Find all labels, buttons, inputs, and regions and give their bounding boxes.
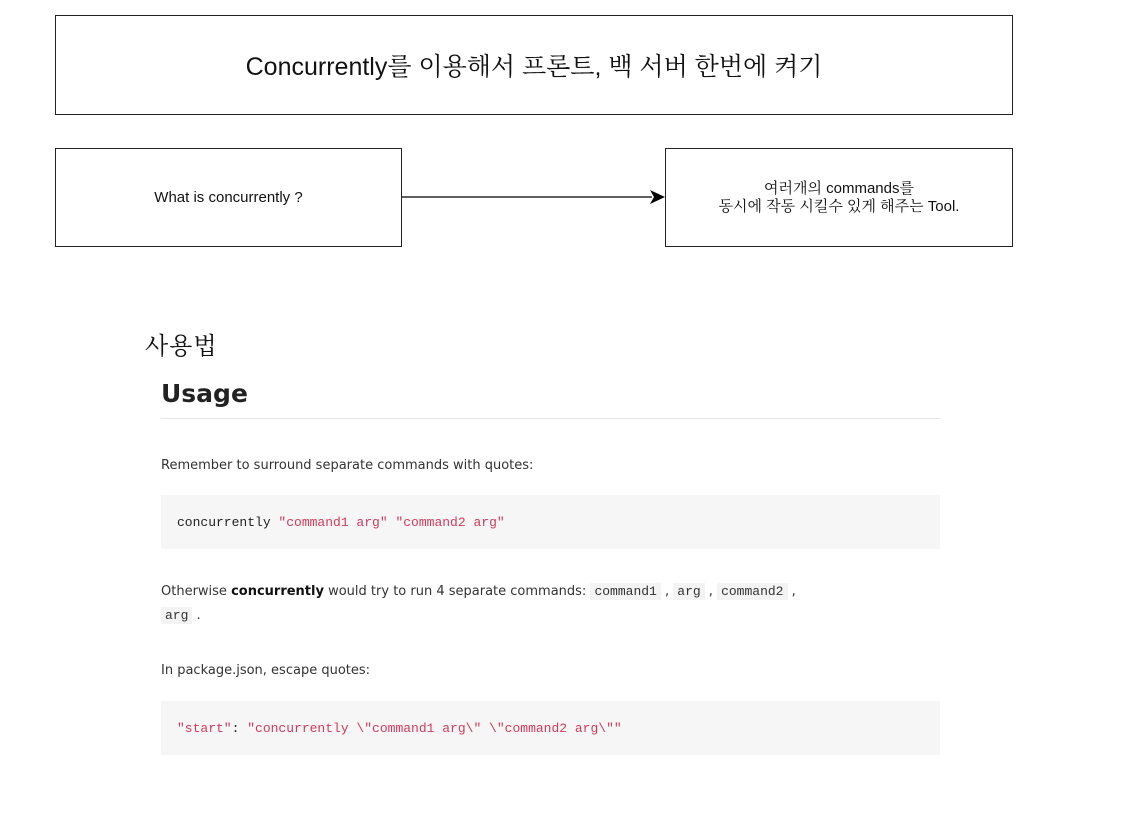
p2-before: Otherwise bbox=[161, 584, 232, 599]
code2-key: "start" bbox=[177, 720, 232, 736]
code2-value: "concurrently \"command1 arg\" \"command2 arg\"" bbox=[247, 720, 622, 736]
p2-sep2: , bbox=[704, 584, 718, 599]
code2-colon: : bbox=[231, 720, 248, 736]
code-block-2 bbox=[161, 701, 940, 755]
doc-paragraph-2 bbox=[161, 580, 951, 628]
usage-label: 사용법 bbox=[145, 333, 218, 360]
arrow-head bbox=[650, 190, 665, 204]
answer-line-1: 여러개의 commands를 bbox=[764, 179, 914, 197]
inline-code-arg: arg bbox=[673, 583, 704, 600]
code-block-1 bbox=[161, 495, 940, 549]
usage-doc-screenshot bbox=[161, 379, 940, 736]
answer-box bbox=[665, 148, 1013, 247]
code1-arg2: "command2 arg" bbox=[395, 514, 505, 530]
inline-code-arg-2: arg bbox=[161, 607, 192, 624]
code1-cmd: concurrently bbox=[177, 514, 279, 530]
p2-bold: concurrently bbox=[231, 584, 324, 599]
p2-sep3: , bbox=[787, 584, 796, 599]
doc-paragraph-1: Remember to surround separate commands with quotes: bbox=[161, 458, 534, 473]
inline-code-command2: command2 bbox=[717, 583, 787, 600]
question-text: What is concurrently ? bbox=[154, 189, 303, 206]
code1-arg1: "command1 arg" bbox=[278, 514, 388, 530]
code1-space bbox=[388, 515, 396, 530]
doc-heading: Usage bbox=[161, 380, 940, 419]
p2-sep1: , bbox=[660, 584, 674, 599]
inline-code-command1: command1 bbox=[590, 583, 660, 600]
doc-paragraph-3: In package.json, escape quotes: bbox=[161, 663, 371, 678]
p2-after: would try to run 4 separate commands: bbox=[323, 584, 591, 599]
title-text: Concurrently를 이용해서 프론트, 백 서버 한번에 켜기 bbox=[245, 53, 823, 81]
answer-line-2: 동시에 작동 시킬수 있게 해주는 Tool. bbox=[718, 197, 960, 215]
p2-end: . bbox=[192, 608, 201, 623]
